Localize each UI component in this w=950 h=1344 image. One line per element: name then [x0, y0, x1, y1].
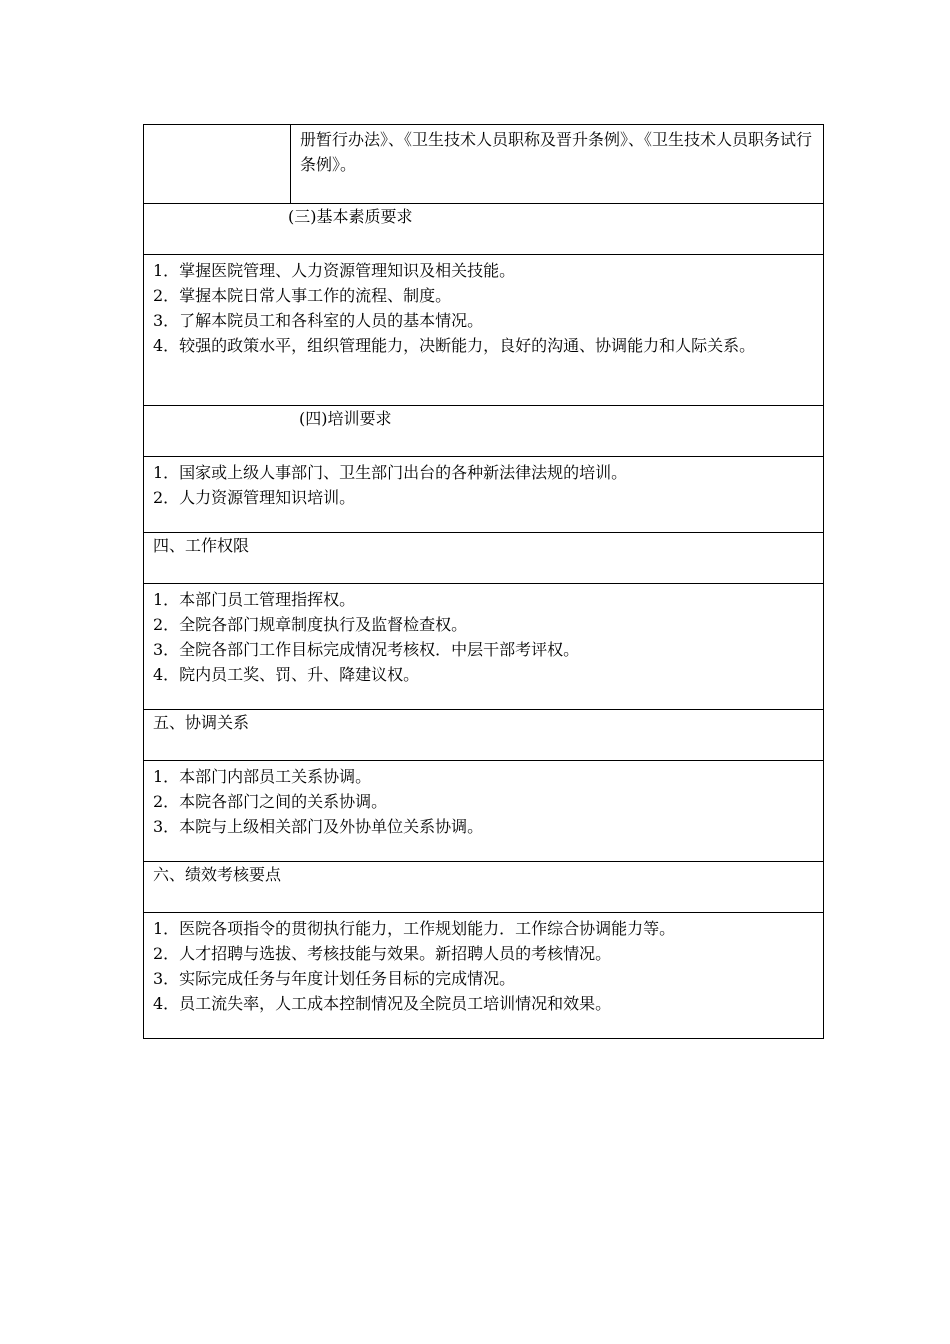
list-item: 4．院内员工奖、罚、升、降建议权。: [153, 665, 420, 684]
list-item: 4．较强的政策水平，组织管理能力，决断能力，良好的沟通、协调能力和人际关系。: [153, 336, 756, 355]
list-item: 1．医院各项指令的贯彻执行能力，工作规划能力．工作综合协调能力等。: [153, 919, 676, 938]
job-description-table: [143, 124, 824, 1039]
table-row: [144, 584, 824, 710]
section-header-basic-quality: (三)基本素质要求: [144, 204, 824, 255]
list-item: 2．掌握本院日常人事工作的流程、制度。: [153, 286, 452, 305]
list-item: 4．员工流失率，人工成本控制情况及全院员工培训情况和效果。: [153, 994, 612, 1013]
list-item: 2．全院各部门规章制度执行及监督检查权。: [153, 615, 468, 634]
section-header-authority: 四、工作权限: [144, 533, 824, 584]
section-header-performance: 六、绩效考核要点: [144, 862, 824, 913]
table-row: [144, 255, 824, 406]
document-page: [143, 124, 824, 1039]
coordination-list: [144, 761, 824, 862]
section-header-training: (四)培训要求: [144, 406, 824, 457]
performance-list: [144, 913, 824, 1039]
table-row: [144, 913, 824, 1039]
continuation-cell: 册暂行办法》、《卫生技术人员职称及晋升条例》、《卫生技术人员职务试行条例》。: [291, 125, 824, 204]
list-item: 1．掌握医院管理、人力资源管理知识及相关技能。: [153, 261, 516, 280]
list-item: 3．实际完成任务与年度计划任务目标的完成情况。: [153, 969, 516, 988]
list-item: 3．全院各部门工作目标完成情况考核权．中层干部考评权。: [153, 640, 580, 659]
table-row: [144, 761, 824, 862]
empty-label-cell: [144, 125, 291, 204]
table-row: [144, 862, 824, 913]
list-item: 3．本院与上级相关部门及外协单位关系协调。: [153, 817, 484, 836]
training-list: [144, 457, 824, 533]
list-item: 1．本部门员工管理指挥权。: [153, 590, 356, 609]
list-item: 3．了解本院员工和各科室的人员的基本情况。: [153, 311, 484, 330]
table-row: [144, 406, 824, 457]
basic-quality-list: [144, 255, 824, 406]
list-item: 1．国家或上级人事部门、卫生部门出台的各种新法律法规的培训。: [153, 463, 628, 482]
table-row: [144, 125, 824, 204]
table-row: [144, 710, 824, 761]
table-row: [144, 204, 824, 255]
list-item: 2．人才招聘与选拔、考核技能与效果。新招聘人员的考核情况。: [153, 944, 612, 963]
table-row: [144, 457, 824, 533]
table-row: [144, 533, 824, 584]
list-item: 2．人力资源管理知识培训。: [153, 488, 356, 507]
authority-list: [144, 584, 824, 710]
section-header-coordination: 五、协调关系: [144, 710, 824, 761]
list-item: 2．本院各部门之间的关系协调。: [153, 792, 388, 811]
list-item: 1．本部门内部员工关系协调。: [153, 767, 372, 786]
